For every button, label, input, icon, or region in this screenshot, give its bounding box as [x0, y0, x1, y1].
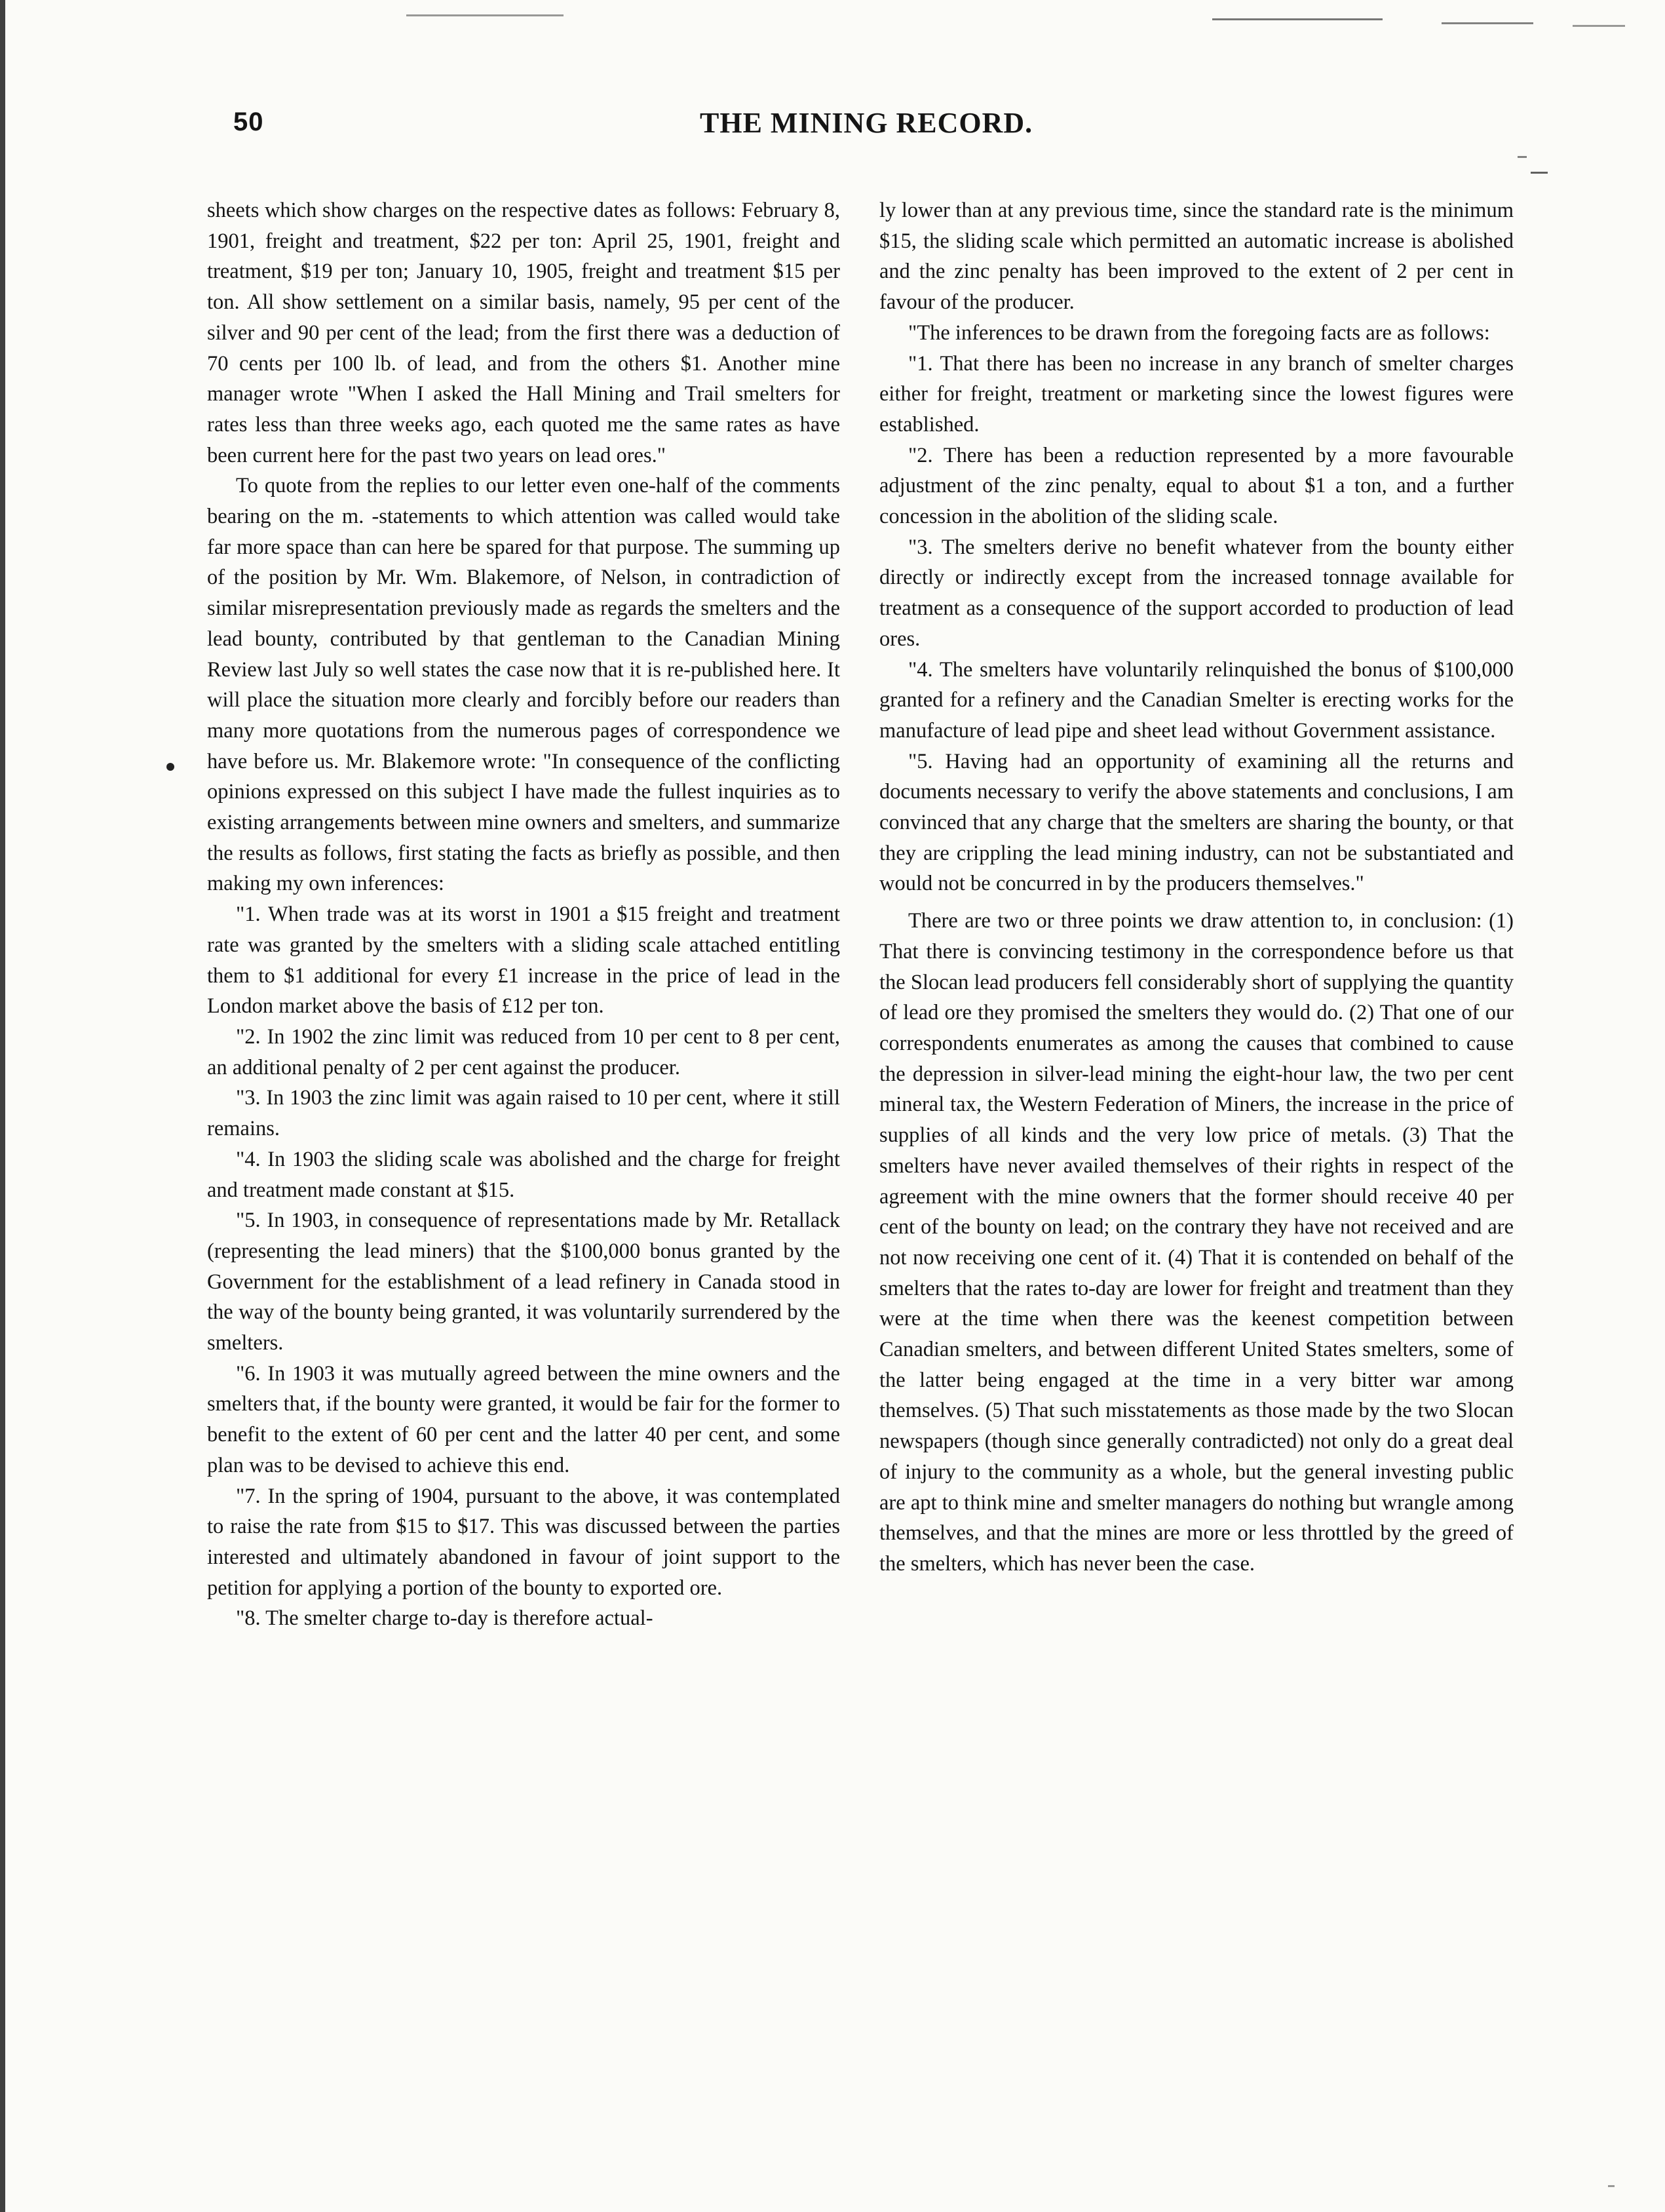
paragraph-left-10: "8. The smelter charge to-day is therefore actual- — [236, 1606, 653, 1631]
scan-mark — [1608, 2185, 1615, 2187]
running-head: THE MINING RECORD. — [700, 107, 1033, 139]
paragraph-left-7: "5. In 1903, in consequence of representations made by Mr. Retallack (representing the lead miners) that the $100,000 bonus granted by the Government for the establishment of a lead refinery in Canada stood in the way of the bounty being granted, it was voluntarily surrendered by the smelters. — [207, 1209, 840, 1355]
left-column — [207, 195, 840, 1634]
scan-mark — [1442, 22, 1533, 24]
paragraph-left-3: "1. When trade was at its worst in 1901 a $15 freight and treatment rate was granted by the smelters with a sliding scale attached entitling them to $1 additional for every £1 increase in the price of lead in the London market above the basis of £12 per ton. — [207, 902, 840, 1019]
paragraph-right-2: "The inferences to be drawn from the foregoing facts are as follows: — [908, 320, 1490, 345]
margin-dot — [166, 763, 174, 771]
paragraph-right-8: There are two or three points we draw attention to, in conclusion: (1) That there is convincing testimony in the correspondence before us that the Slocan lead producers fell considerably short of supplying the quantity of lead ore they promised the smelters they would do. (2) That one of our correspondents enumerates as among the causes that combined to cause the depression in silver-lead mining the eight-hour law, the two per cent mineral tax, the Western Federation of Miners, the increase in the price of supplies of all kinds and the very low price of metals. (3) That the smelters have never availed themselves of their rights in respect of the agreement with the mine owners that the former should receive 40 per cent of the bounty on lead; on the contrary they have not received and are not now receiving one cent of it. (4) That it is contended on behalf of the smelters that the rates to-day are lower for freight and treatment than they were at the time when there was the keenest competition between Canadian smelters, and between different United States smelters, some of the latter being engaged at the time in a very bitter war among themselves. (5) That such misstatements as those made by the two Slocan newspapers (though since generally contradicted) not only do a great deal of injury to the community as a whole, but the general investing public are apt to think mine and smelter managers do nothing but wrangle among themselves, and that the mines are more or less throttled by the greed of the smelters, which has never been the case. — [879, 909, 1514, 1576]
paragraph-right-3: "1. That there has been no increase in any branch of smelter charges either for freight, treatment or marketing since the lowest figures were established. — [879, 351, 1514, 437]
scan-mark — [1212, 18, 1383, 20]
paragraph-right-5: "3. The smelters derive no benefit whatever from the bounty either directly or indirectly except from the increased tonnage available for treatment as a consequence of the support accorded to production of lead ores. — [879, 535, 1514, 651]
page-number: 50 — [233, 107, 264, 136]
paragraph-left-1: sheets which show charges on the respective dates as follows: February 8, 1901, freight and treatment, $22 per ton: April 25, 1901, freight and treatment, $19 per ton; January 10, 1905, freight and treatment $15 per ton. All show settlement on a similar basis, namely, 95 per cent of the silver and 90 per cent of the lead; from the first there was a deduction of 70 cents per 100 lb. of lead, and from the others $1. Another mine manager wrote "When I asked the Hall Mining and Trail smelters for rates less than three weeks ago, each quoted me the same rates as have been current here for the past two years on lead ores." — [207, 199, 840, 467]
scan-left-edge — [0, 0, 5, 2212]
paragraph-left-9: "7. In the spring of 1904, pursuant to the above, it was contemplated to raise the rate from $15 to $17. This was discussed between the parties interested and ultimately abandoned in favour of joint support to the petition for applying a portion of the bounty to exported ore. — [207, 1484, 840, 1600]
paragraph-right-6: "4. The smelters have voluntarily relinquished the bonus of $100,000 granted for a refinery and the Canadian Smelter is erecting works for the manufacture of lead pipe and sheet lead without Government assistance. — [879, 657, 1514, 743]
scan-mark — [1573, 25, 1625, 27]
paragraph-right-1: ly lower than at any previous time, since the standard rate is the minimum $15, the sliding scale which permitted an automatic increase is abolished and the zinc penalty has been improved to the extent of 2 per cent in favour of the producer. — [879, 199, 1514, 315]
scan-mark — [1531, 172, 1548, 174]
paragraph-left-2: To quote from the replies to our letter even one-half of the comments bearing on the m. -statements to which attention was called would take far more space than can here be spared for that purpose. The summing up of the position by Mr. Wm. Blakemore, of Nelson, in contradiction of similar misrepresentation previously made as regards the smelters and the lead bounty, contributed by that gentleman to the Canadian Mining Review last July so well states the case now that it is re-published here. It will place the situation more clearly and forcibly before our readers than many more quotations from the numerous pages of correspondence we have before us. Mr. Blakemore wrote: "In consequence of the conflicting opinions expressed on this subject I have made the fullest inquiries as to existing arrangements between mine owners and smelters, and summarize the results as follows, first stating the facts as briefly as possible, and then making my own inferences: — [207, 474, 840, 896]
paragraph-right-7: "5. Having had an opportunity of examining all the returns and documents necessary to verify the above statements and conclusions, I am convinced that any charge that the smelters are sharing the bounty, or that they are crippling the lead mining industry, can not be substantiated and would not be concurred in by the producers themselves." — [879, 749, 1514, 896]
paragraph-left-6: "4. In 1903 the sliding scale was abolished and the charge for freight and treatment made constant at $15. — [207, 1147, 840, 1202]
paragraph-left-8: "6. In 1903 it was mutually agreed between the mine owners and the smelters that, if the bounty were granted, it would be fair for the former to benefit to the extent of 60 per cent and the latter 40 per cent, and some plan was to be devised to achieve this end. — [207, 1361, 840, 1477]
paragraph-right-4: "2. There has been a reduction represented by a more favourable adjustment of the zinc penalty, equal to about $1 a ton, and a further concession in the abolition of the sliding scale. — [879, 443, 1514, 529]
paragraph-left-5: "3. In 1903 the zinc limit was again raised to 10 per cent, where it still remains. — [207, 1086, 840, 1141]
paragraph-left-4: "2. In 1902 the zinc limit was reduced from 10 per cent to 8 per cent, an additional penalty of 2 per cent against the producer. — [207, 1024, 840, 1079]
scan-mark — [406, 14, 564, 16]
right-column — [879, 195, 1514, 1580]
scan-mark — [1518, 156, 1527, 158]
